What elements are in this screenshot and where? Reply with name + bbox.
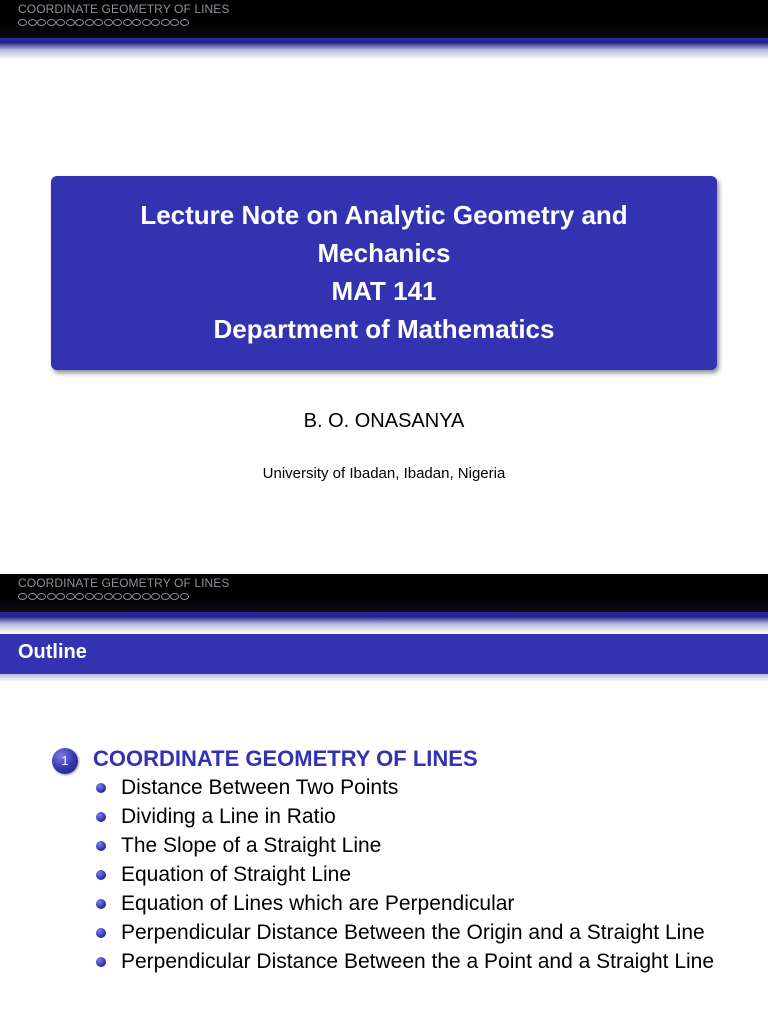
nav-dot-icon[interactable] [104, 19, 113, 26]
toc-subsection-item[interactable] [94, 918, 754, 947]
bullet-icon [96, 928, 106, 938]
headline-section-link[interactable]: COORDINATE GEOMETRY OF LINES [18, 576, 230, 590]
nav-dot-icon[interactable] [123, 19, 132, 26]
nav-dot-icon[interactable] [94, 19, 103, 26]
nav-dot-icon[interactable] [85, 19, 94, 26]
nav-dot-icon[interactable] [151, 19, 160, 26]
toc-subsection-label: Distance Between Two Points [121, 776, 399, 799]
nav-dot-icon[interactable] [75, 19, 84, 26]
bullet-icon [96, 841, 106, 851]
nav-dot-icon[interactable] [132, 19, 141, 26]
frame-title-shadow [0, 674, 768, 682]
title-line: Department of Mathematics [213, 314, 555, 344]
nav-dot-icon[interactable] [28, 593, 37, 600]
nav-dot-icon[interactable] [113, 593, 122, 600]
nav-dot-icon[interactable] [123, 593, 132, 600]
headline-shadow [0, 38, 768, 60]
nav-dot-icon[interactable] [66, 593, 75, 600]
nav-dot-icon[interactable] [104, 593, 113, 600]
section-number-badge: 1 [52, 748, 78, 774]
outline-slide [0, 574, 768, 1024]
toc-subsection-item[interactable] [94, 773, 754, 802]
bullet-icon [96, 899, 106, 909]
nav-dot-icon[interactable] [28, 19, 37, 26]
bullet-icon [96, 783, 106, 793]
nav-dot-icon[interactable] [37, 19, 46, 26]
nav-dot-icon[interactable] [75, 593, 84, 600]
toc-subsection-label: Perpendicular Distance Between the Origin and a Straight Line [121, 921, 705, 944]
nav-dot-icon[interactable] [142, 593, 151, 600]
headline-shadow [0, 612, 768, 634]
nav-dot-icon[interactable] [113, 19, 122, 26]
nav-dot-icon[interactable] [18, 593, 27, 600]
toc-section-link[interactable]: COORDINATE GEOMETRY OF LINES [93, 746, 478, 771]
toc-subsection-label: Dividing a Line in Ratio [121, 805, 336, 828]
toc-subsection-label: Perpendicular Distance Between the a Point and a Straight Line [121, 950, 715, 973]
nav-dot-icon[interactable] [151, 593, 160, 600]
bullet-icon [96, 870, 106, 880]
slide-headline [0, 574, 768, 612]
nav-dot-icon[interactable] [170, 593, 179, 600]
bullet-icon [96, 957, 106, 967]
author-name: B. O. ONASANYA [303, 410, 465, 432]
frame-title-bar [0, 634, 768, 674]
nav-dot-icon[interactable] [66, 19, 75, 26]
title-line: Lecture Note on Analytic Geometry and [140, 200, 628, 230]
toc-subsection-item[interactable] [94, 889, 754, 918]
headline-navigation-dots[interactable] [18, 19, 189, 26]
toc-subsection-item[interactable] [94, 831, 754, 860]
institute-name: University of Ibadan, Ibadan, Nigeria [262, 465, 506, 482]
nav-dot-icon[interactable] [56, 593, 65, 600]
title-line: MAT 141 [331, 276, 437, 306]
nav-dot-icon[interactable] [94, 593, 103, 600]
toc-subsection-item[interactable] [94, 860, 754, 889]
nav-dot-icon[interactable] [47, 19, 56, 26]
nav-dot-icon[interactable] [161, 19, 170, 26]
nav-dot-icon[interactable] [47, 593, 56, 600]
toc-subsection-label: Equation of Straight Line [121, 863, 351, 886]
title-line: Mechanics [317, 238, 451, 268]
nav-dot-icon[interactable] [18, 19, 27, 26]
toc-subsection-list [94, 773, 754, 976]
nav-dot-icon[interactable] [161, 593, 170, 600]
nav-dot-icon[interactable] [132, 593, 141, 600]
headline-navigation-dots[interactable] [18, 593, 189, 600]
nav-dot-icon[interactable] [180, 19, 189, 26]
nav-dot-icon[interactable] [180, 593, 189, 600]
nav-dot-icon[interactable] [170, 19, 179, 26]
frame-title: Outline [18, 641, 87, 663]
slide-headline [0, 0, 768, 38]
headline-section-link[interactable]: COORDINATE GEOMETRY OF LINES [18, 2, 230, 16]
bullet-icon [96, 812, 106, 822]
toc-subsection-item[interactable] [94, 802, 754, 831]
toc-subsection-label: The Slope of a Straight Line [121, 834, 382, 857]
nav-dot-icon[interactable] [37, 593, 46, 600]
toc-subsection-item[interactable] [94, 947, 754, 976]
title-block [51, 176, 717, 370]
toc-subsection-label: Equation of Lines which are Perpendicular [121, 892, 515, 915]
nav-dot-icon[interactable] [142, 19, 151, 26]
nav-dot-icon[interactable] [56, 19, 65, 26]
nav-dot-icon[interactable] [85, 593, 94, 600]
